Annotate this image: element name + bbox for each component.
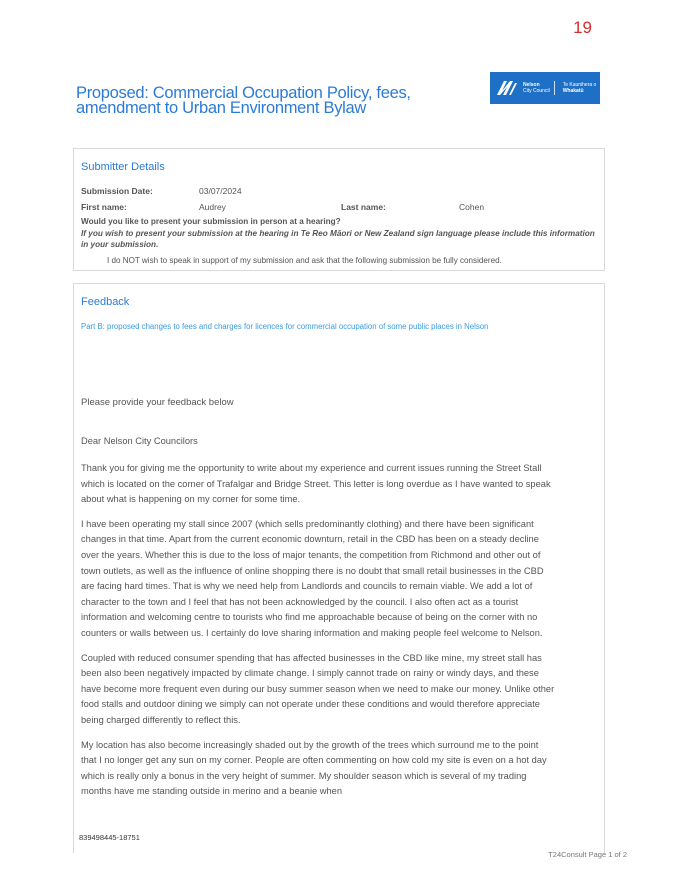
page-number: 19 bbox=[573, 18, 592, 37]
language-question: If you wish to present your submission at the hearing in Te Reo Māori or New Zealand sign language please include this information in your submission. bbox=[81, 229, 595, 249]
page-footer: T24Consult Page 1 of 2 bbox=[548, 850, 627, 859]
feedback-paragraph: My location has also become increasingly shaded out by the growth of the trees which surround me to the point that I no longer get any sun on my corner. People are often commenting on how cold my site is even on a hot day which is really only a bonus in the very height of summer. My shoulder season which is several of my trading months have me standing outside in merino and a beanie when bbox=[81, 739, 547, 797]
submission-date-value: 03/07/2024 bbox=[199, 186, 242, 196]
feedback-body bbox=[81, 461, 556, 809]
submission-date-label: Submission Date: bbox=[81, 186, 153, 196]
logo-line-4: Whakatū bbox=[562, 88, 584, 94]
last-name-label: Last name: bbox=[341, 202, 386, 212]
document-title: Proposed: Commercial Occupation Policy, fees, amendment to Urban Environment Bylaw bbox=[76, 84, 411, 117]
nelson-logo-icon bbox=[495, 78, 519, 98]
logo-line-1: Nelson bbox=[523, 82, 540, 88]
first-name-value: Audrey bbox=[199, 202, 226, 212]
feedback-paragraph: Thank you for giving me the opportunity to write about my experience and current issues running the Street Stall which is located on the corner of Trafalgar and Bridge Street. This letter is long overdue as I have wanted to speak about what is happening on my corner for some time. bbox=[81, 463, 551, 505]
hearing-answer: I do NOT wish to speak in support of my submission and ask that the following submission be fully considered. bbox=[107, 256, 502, 265]
council-logo bbox=[490, 72, 600, 104]
feedback-paragraph: Coupled with reduced consumer spending that has affected businesses in the CBD like mine, my street stall has been also been negatively impacted by climate change. I simply cannot trade on rainy or windy days, and these have become more frequent even during our busy summer season when we need to make our money. Unlike other food stalls and outdoor dining we simply can not operate under these conditions and would therefore appreciate being charged differently to reflect this. bbox=[81, 652, 555, 725]
feedback-heading: Feedback bbox=[81, 296, 130, 308]
logo-line-2: City Council bbox=[523, 88, 550, 94]
last-name-value: Cohen bbox=[459, 202, 485, 212]
hearing-question: Would you like to present your submission in person at a hearing? bbox=[81, 217, 341, 226]
submitter-heading: Submitter Details bbox=[81, 161, 165, 173]
feedback-prompt: Please provide your feedback below bbox=[81, 397, 234, 408]
logo-divider bbox=[554, 81, 555, 95]
salutation: Dear Nelson City Councilors bbox=[81, 436, 198, 446]
feedback-panel bbox=[73, 283, 605, 853]
first-name-label: First name: bbox=[81, 202, 127, 212]
logo-line-3: Te Kaunihera o bbox=[562, 82, 597, 88]
feedback-paragraph: I have been operating my stall since 2007 (which sells predominantly clothing) and there have been significant changes in that time. Apart from the current economic downturn, retail in the CBD has been on a steady decline over the years. Whether this is due to the loss of major tenants, the competition from Richmond and other out of town outlets, as well as the influence of online shopping there is no doubt that small retail businesses in the CBD are facing hard times. That is why we need help from Landlords and councils to remain viable. We add a lot of character to the town and I feel that has not been acknowledged by the council. I also often act as a tourist information and welcoming centre to tourists who find me approachable because of being on the corner with no counters or walls between us. I certainly do love sharing information and making people feel welcome to Nelson. bbox=[81, 518, 544, 638]
document-id: 839498445-18751 bbox=[79, 833, 140, 842]
submitter-details-panel bbox=[73, 148, 605, 271]
feedback-part: Part B: proposed changes to fees and charges for licences for commercial occupation of some public places in Nelson bbox=[81, 322, 489, 331]
